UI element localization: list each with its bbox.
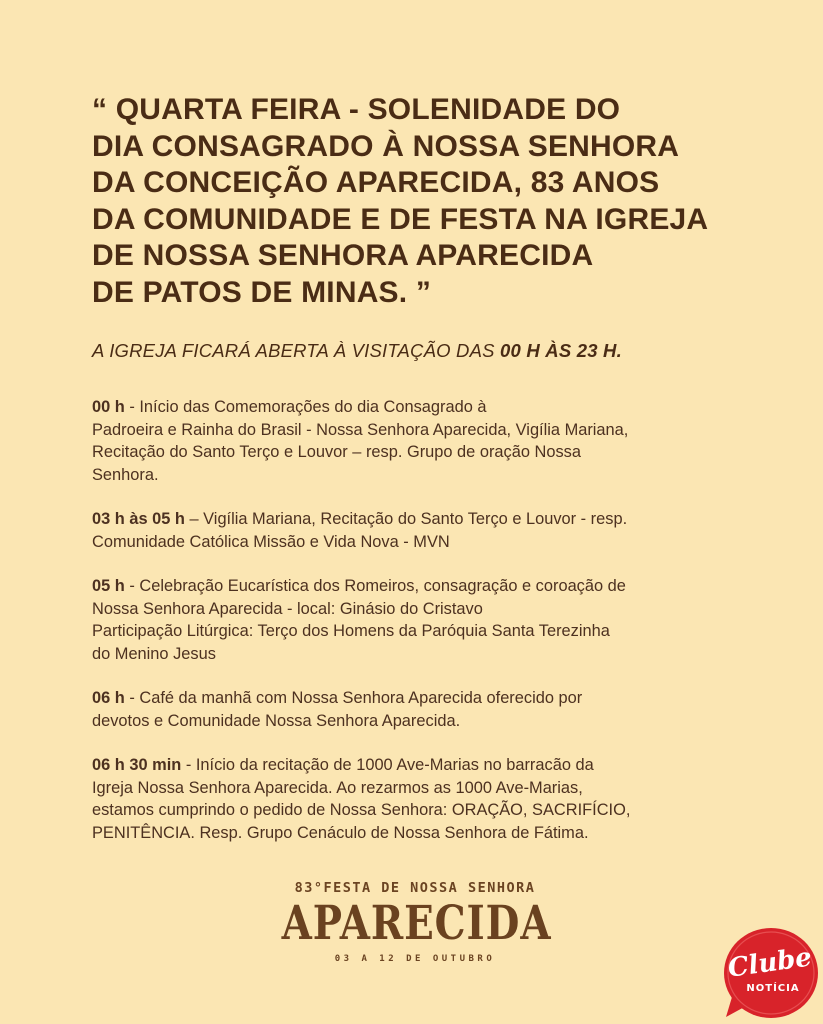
entry-text: PENITÊNCIA. Resp. Grupo Cenáculo de Nossa Senhora de Fátima. (92, 823, 589, 842)
logo-title: APARECIDA (281, 896, 552, 951)
logo-top-text: 83°FESTA DE NOSSA SENHORA (294, 880, 536, 896)
schedule-entry (92, 754, 772, 844)
entry-line (92, 575, 772, 598)
headline-line: DE NOSSA SENHORA APARECIDA (92, 239, 594, 272)
entry-line (92, 754, 772, 777)
headline-line: DIA CONSAGRADO À NOSSA SENHORA (92, 129, 680, 163)
entry-text: - Celebração Eucarística dos Romeiros, consagração e coroação de (124, 577, 626, 595)
schedule-list (92, 396, 772, 866)
entry-time: 06 h (92, 689, 125, 707)
entry-text: devotos e Comunidade Nossa Senhora Aparecida. (92, 711, 461, 730)
entry-text: Senhora. (92, 465, 159, 484)
badge-brand-text: Clube (726, 942, 814, 984)
entry-text: Comunidade Católica Missão e Vida Nova - MVN (92, 532, 450, 551)
clube-noticia-logo (718, 927, 818, 1019)
schedule-entry (92, 687, 772, 732)
entry-line (92, 508, 772, 531)
entry-text: – Vigília Mariana, Recitação do Santo Terço e Louvor - resp. (184, 510, 628, 528)
entry-text: Participação Litúrgica: Terço dos Homens da Paróquia Santa Terezinha (92, 622, 610, 640)
logo-dates: 03 A 12 DE OUTUBRO (334, 954, 496, 964)
schedule-entry (92, 508, 772, 553)
entry-text: - Início das Comemorações do dia Consagrado à (124, 398, 487, 416)
headline (92, 92, 772, 311)
entry-text: - Café da manhã com Nossa Senhora Aparecida oferecido por (124, 689, 583, 707)
entry-text: Igreja Nossa Senhora Aparecida. Ao rezarmos as 1000 Ave-Marias, (92, 778, 583, 797)
entry-text: Padroeira e Rainha do Brasil - Nossa Senhora Aparecida, Vigília Mariana, (92, 420, 629, 439)
entry-time: 06 h 30 min (92, 756, 182, 774)
headline-line: DA COMUNIDADE E DE FESTA NA IGREJA (92, 202, 709, 236)
entry-line (92, 396, 772, 419)
festival-logo (270, 880, 560, 964)
entry-text: do Menino Jesus (92, 644, 216, 663)
schedule-entry (92, 575, 772, 665)
badge-sub-text: NOTÍCIA (746, 983, 800, 994)
entry-time: 03 h às 05 h (92, 510, 185, 528)
entry-time: 00 h (92, 398, 125, 416)
visiting-hours-value: 00 H ÀS 23 H. (500, 340, 622, 361)
visiting-text: A IGREJA FICARÁ ABERTA À VISITAÇÃO DAS (92, 340, 501, 361)
headline-line: DE PATOS DE MINAS. ” (92, 275, 432, 309)
headline-line: DA CONCEIÇÃO APARECIDA, 83 ANOS (92, 166, 660, 199)
entry-line (92, 687, 772, 710)
headline-line: “ QUARTA FEIRA - SOLENIDADE DO (92, 93, 621, 126)
entry-text: - Início da recitação de 1000 Ave-Marias no barracão da (181, 756, 594, 774)
schedule-entry (92, 396, 772, 486)
entry-time: 05 h (92, 577, 125, 595)
entry-text: Recitação do Santo Terço e Louvor – resp. Grupo de oração Nossa (92, 443, 581, 461)
visiting-hours (92, 340, 622, 362)
entry-text: Nossa Senhora Aparecida - local: Ginásio do Cristavo (92, 599, 483, 618)
entry-text: estamos cumprindo o pedido de Nossa Senhora: ORAÇÃO, SACRIFÍCIO, (92, 801, 631, 819)
